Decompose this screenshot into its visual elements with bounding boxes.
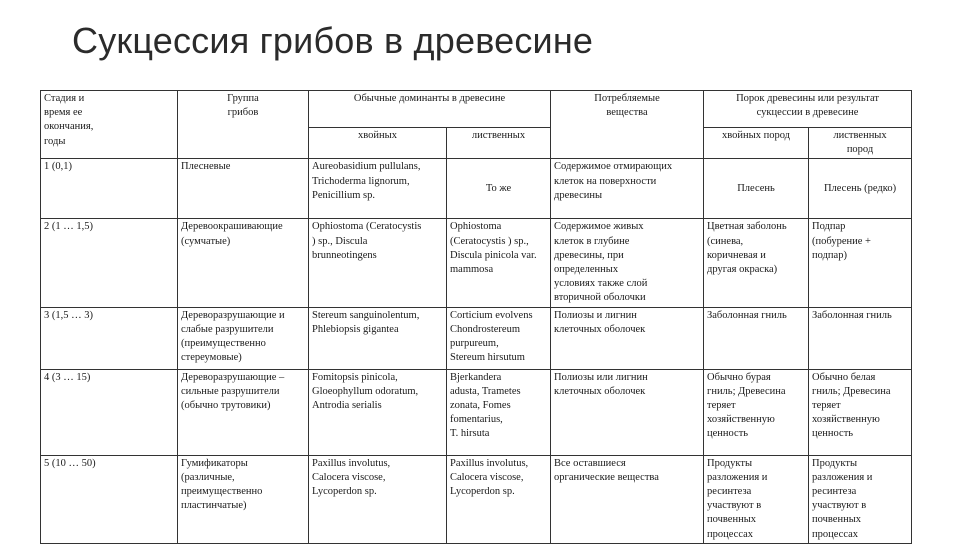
deciduous-cell: Corticium evolvens Chondrostereum purpureum, Stereum hirsutum <box>447 307 551 369</box>
consumed-cell: Содержимое живых клеток в глубине древесины, при определенных условиях также слой вторичной оболочки <box>551 219 704 307</box>
header-deciduous: лиственных <box>447 128 551 159</box>
group-cell: Плесневые <box>178 159 309 219</box>
stage-cell: 5 (10 … 50) <box>41 455 178 543</box>
stage-cell: 3 (1,5 … 3) <box>41 307 178 369</box>
consumed-cell: Все оставшиеся органические вещества <box>551 455 704 543</box>
defect-conifer-cell: Плесень <box>704 159 809 219</box>
table-row <box>41 455 912 543</box>
header-conifer: хвойных <box>309 128 447 159</box>
group-cell: Деревоокрашивающие (сумчатые) <box>178 219 309 307</box>
defect-deciduous-cell: Обычно белая гниль; Древесина теряет хозяйственную ценность <box>809 369 912 455</box>
table-row <box>41 369 912 455</box>
defect-deciduous-cell: Заболонная гниль <box>809 307 912 369</box>
header-defect-conifer: хвойных пород <box>704 128 809 159</box>
defect-conifer-cell: Заболонная гниль <box>704 307 809 369</box>
header-dominants: Обычные доминанты в древесине <box>309 91 551 128</box>
conifer-cell: Paxillus involutus, Calocera viscose, Lycoperdon sp. <box>309 455 447 543</box>
consumed-cell: Полиозы или лигнин клеточных оболочек <box>551 369 704 455</box>
header-group: Группа грибов <box>178 91 309 159</box>
defect-deciduous-cell: Продукты разложения и ресинтеза участвуют в почвенных процессах <box>809 455 912 543</box>
stage-cell: 4 (3 … 15) <box>41 369 178 455</box>
header-defect-deciduous: лиственных пород <box>809 128 912 159</box>
page-title: Сукцессия грибов в древесине <box>72 20 594 61</box>
succession-table <box>40 90 912 544</box>
defect-deciduous-cell: Подпар (побурение + подпар) <box>809 219 912 307</box>
defect-conifer-cell: Цветная заболонь (синева, коричневая и другая окраска) <box>704 219 809 307</box>
defect-deciduous-cell: Плесень (редко) <box>809 159 912 219</box>
header-consumed: Потребляемые вещества <box>551 91 704 159</box>
group-cell: Дереворазрушающие – сильные разрушители (обычно трутовики) <box>178 369 309 455</box>
stage-cell: 1 (0,1) <box>41 159 178 219</box>
stage-cell: 2 (1 … 1,5) <box>41 219 178 307</box>
group-cell: Гумификаторы (различные, преимущественно пластинчатые) <box>178 455 309 543</box>
conifer-cell: Stereum sanguinolentum, Phlebiopsis gigantea <box>309 307 447 369</box>
table-row <box>41 159 912 219</box>
consumed-cell: Полиозы и лигнин клеточных оболочек <box>551 307 704 369</box>
group-cell: Дереворазрушающие и слабые разрушители (преимущественно стереумовые) <box>178 307 309 369</box>
deciduous-cell: Bjerkandera adusta, Trametes zonata, Fomes fomentarius, T. hirsuta <box>447 369 551 455</box>
table-row <box>41 219 912 307</box>
conifer-cell: Aureobasidium pullulans, Trichoderma lignorum, Penicillium sp. <box>309 159 447 219</box>
defect-conifer-cell: Продукты разложения и ресинтеза участвуют в почвенных процессах <box>704 455 809 543</box>
table-row <box>41 307 912 369</box>
conifer-cell: Fomitopsis pinicola, Gloeophyllum odoratum, Antrodia serialis <box>309 369 447 455</box>
defect-conifer-cell: Обычно бурая гниль; Древесина теряет хозяйственную ценность <box>704 369 809 455</box>
conifer-cell: Ophiostoma (Ceratocystis ) sp., Discula brunneotingens <box>309 219 447 307</box>
deciduous-cell: То же <box>447 159 551 219</box>
header-row-1 <box>41 91 912 128</box>
consumed-cell: Содержимое отмирающих клеток на поверхности древесины <box>551 159 704 219</box>
deciduous-cell: Paxillus involutus, Calocera viscose, Lycoperdon sp. <box>447 455 551 543</box>
succession-table-container <box>40 90 911 540</box>
deciduous-cell: Ophiostoma (Ceratocystis ) sp., Discula pinicola var. mammosa <box>447 219 551 307</box>
header-stage: Стадия и время ее окончания, годы <box>41 91 178 159</box>
header-defect: Порок древесины или результат сукцессии в древесине <box>704 91 912 128</box>
